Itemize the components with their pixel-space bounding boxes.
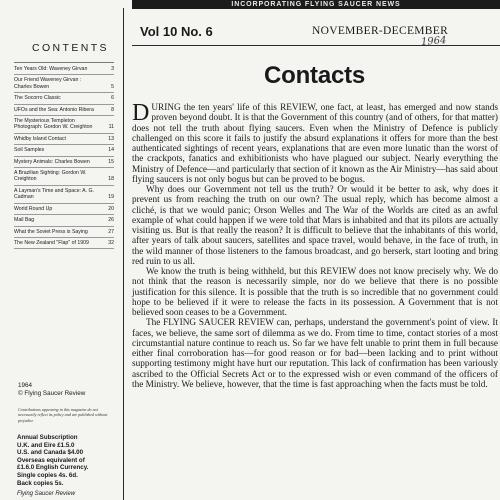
contents-item-title: Soil Samples xyxy=(14,147,45,154)
contents-item xyxy=(14,168,114,186)
contents-item-page: 5 xyxy=(111,83,114,90)
contents-item-page: 19 xyxy=(108,194,114,201)
contents-item-title: Whidby Island Contact xyxy=(14,135,66,142)
contents-item-title: Mail Bag xyxy=(14,217,35,224)
issue-header xyxy=(132,24,500,48)
article-paragraph xyxy=(132,267,498,318)
article-title: Contacts xyxy=(264,62,366,89)
paragraph-text: URING the ten years' life of this REVIEW, one fact, at least, has emerged and now stands proven beyond doubt. It is that the Government of this country (and of others, for that matter) does not tell the truth about flying saucers. Even when the Ministry of Defence is publicly challenged on this score it fails to justify the absurd explanations it offers for more than the best authenticated sightings of recent years, explanations that are even more lunatic than the worst of the crackpots, fanatics and exhibitionists who have plagued our subject. Nearly everything the Ministry of Defence—and particularly that section of it known as the Air Ministry—has said about flying saucers is not only bogus but can be proved to be bogus. xyxy=(132,103,498,185)
contents-item-page: 11 xyxy=(108,124,114,131)
contents-item xyxy=(14,64,114,75)
contents-item-page: 26 xyxy=(108,217,114,224)
contents-item-page: 8 xyxy=(111,106,114,113)
contents-heading: CONTENTS xyxy=(32,42,109,54)
subscription-block xyxy=(17,434,117,487)
contents-item xyxy=(14,215,114,226)
paragraph-text: We know the truth is being withheld, but this REVIEW does not know precisely why. We do not think that the reason is necessarily simple, nor do we believe that there is no possible justification for this silence. It is possible that the truth is so incredible that no government could hope to be believed if it were to release the facts in its possession. A Government that is not believed soon ceases to be a Government. xyxy=(132,267,498,318)
subscription-line: Annual Subscription xyxy=(17,434,78,441)
contents-item xyxy=(14,145,114,156)
subscription-line: £1.6.0 English Currency. xyxy=(17,464,89,472)
column-divider xyxy=(123,8,124,500)
contents-item-page: 18 xyxy=(108,176,114,183)
contents-item-title: Our Friend Waveney Girvan : Charles Bowen xyxy=(14,77,82,90)
copyright-year: 1964 xyxy=(18,382,33,389)
issue-header-rule xyxy=(132,45,500,46)
contents-item-page: 3 xyxy=(111,66,114,72)
contents-item xyxy=(14,75,114,93)
contents-item-title: The New Zealand "Flap" of 1909 xyxy=(14,239,89,246)
masthead-bar xyxy=(132,0,500,9)
handwritten-year: 1964 xyxy=(420,35,447,48)
subscription-line: Back copies 5s. xyxy=(17,479,64,487)
footer-note: Flying Saucer Review xyxy=(17,491,76,497)
contents-item xyxy=(14,238,114,249)
contents-item-title: World Round Up xyxy=(14,205,53,212)
drop-cap: D xyxy=(132,100,150,126)
issue-date: NOVEMBER-DECEMBER xyxy=(312,25,449,37)
volume-number: Vol 10 No. 6 xyxy=(140,24,213,39)
contents-item-title: What the Soviet Press is Saying xyxy=(14,228,88,235)
contents-item-page: 6 xyxy=(111,95,114,102)
contents-item xyxy=(14,134,114,145)
contents-list xyxy=(14,64,114,249)
contents-top-rule xyxy=(14,62,114,63)
contents-item-page: 15 xyxy=(108,158,114,165)
contents-item-title: Ten Years Old: Waveney Girvan xyxy=(14,66,88,72)
disclaimer-text: Contributions appearing in this magazine do not necessarily reflect its policy and are published without prejudice xyxy=(18,407,108,423)
contents-item-title: Mystery Animals: Charles Bowen xyxy=(14,158,90,165)
contents-item-title: UFOs and the Sea: Antonio Ribera xyxy=(14,106,94,113)
copyright-block xyxy=(18,382,85,398)
contents-item xyxy=(14,93,114,104)
contents-item xyxy=(14,186,114,204)
subscription-line: Single copies 4s. 6d. xyxy=(17,471,78,479)
paragraph-text: The FLYING SAUCER REVIEW can, perhaps, understand the government's point of view. It faces, we believe, the same sort of dilemma as we do. From time to time, contact stories of a most circumstantial nature continue to reach us. So far we have felt unable to print them in full because either final corroboration has—for good reason or for bad—been lacking and to print without supporting testimony might have hurt our reputation. This lack of confirmation has been variously ascribed to the Official Secrets Act or to the expressed wish or even command of the officers of the Ministry. We believe, however, that the time is fast approaching when the facts must be told. xyxy=(132,318,498,390)
contents-item xyxy=(14,157,114,168)
masthead-tagline: INCORPORATING FLYING SAUCER NEWS xyxy=(231,1,401,8)
subscription-line: U.S. and Canada $4.00 xyxy=(17,449,84,457)
contents-item-title: A Brazilian Sighting: Gordon W. Creighton xyxy=(14,170,87,183)
contents-item-title: The Socorro Classic xyxy=(14,95,61,102)
article-paragraph xyxy=(132,100,498,185)
article-paragraph xyxy=(132,185,498,267)
article-paragraph xyxy=(132,318,498,390)
contents-item-page: 13 xyxy=(108,135,114,142)
contents-item xyxy=(14,204,114,215)
copyright-line: © Flying Saucer Review xyxy=(18,390,86,397)
subscription-line: Overseas equivalent of xyxy=(17,456,85,464)
contents-item xyxy=(14,116,114,134)
contents-item-title: A Layman's Time and Space: A. G. Cadman xyxy=(14,187,94,201)
contents-item xyxy=(14,227,114,238)
paragraph-text: Why does our Government not tell us the truth? Or would it be better to ask, why does it prevent us from reaching the truth on our own? The usual reply, which has become almost a cliché, is that we would panic; Orson Welles and The War of the Worlds are cited as an awful example of what could happen if we were told that Mars is inhabited and that its pilots are actually visiting us. But is that really the reason? It is difficult to believe that the inhabitants of this world, after years of talk about saucers, satellites and space travel, would behave, in the face of truth, in the wild manner of those listeners to the famous broadcast, and go berserk, start looting and bring red ruin to us all. xyxy=(132,185,498,267)
contents-item-page: 20 xyxy=(108,205,114,212)
subscription-line: U.K. and Eire £1.5.0 xyxy=(17,441,75,449)
contents-item-page: 14 xyxy=(108,147,114,154)
contents-item-page: 27 xyxy=(108,228,114,235)
contents-item-page: 32 xyxy=(108,239,114,246)
contents-item xyxy=(14,105,114,116)
contents-item-title: The Mysterious Templeton Photograph: Gordon W. Creighton xyxy=(14,118,93,131)
article-body xyxy=(132,100,498,390)
contents-sidebar xyxy=(0,0,120,500)
